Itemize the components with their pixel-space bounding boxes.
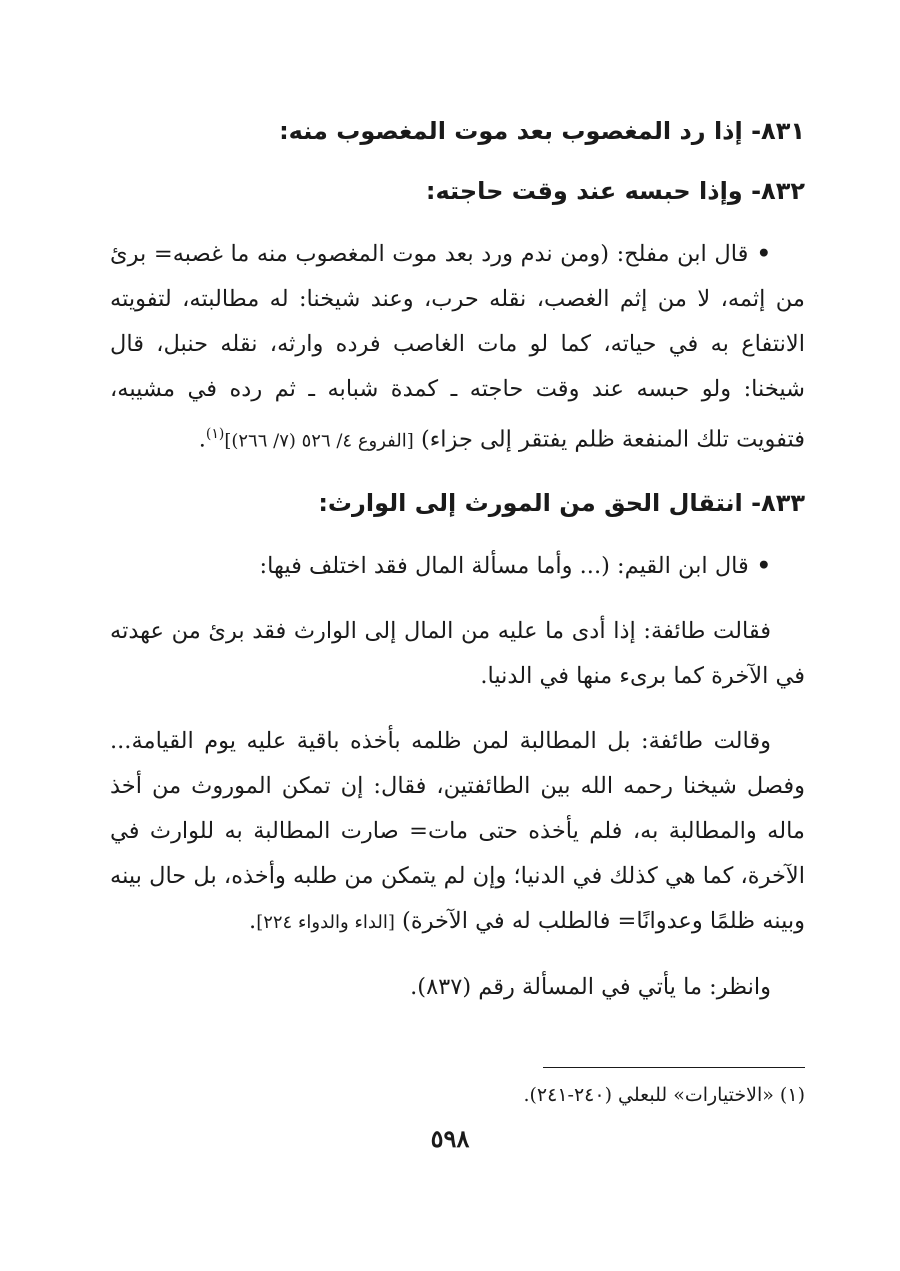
heading-833: ٨٣٣- انتقال الحق من المورث إلى الوارث:: [318, 488, 805, 517]
footnote-divider: [543, 1067, 805, 1068]
paragraph-second-group: [110, 719, 805, 945]
paragraph-text: قال ابن مفلح: (ومن ندم ورد بعد موت المغصوب منه ما غصبه= برئ من إثمه، لا من إثم الغصب، نقله حرب، وعند شيخنا: له مطالبته، لتفويته الانتفاع به في حياته، كما لو مات الغاصب فرده وارثه، نقله حنبل، قال شيخنا: ولو حبسه عند وقت حاجته ـ كمدة شبابه ـ ثم رده في مشيبه، فتفويت تلك المنفعة ظلم يفتقر إلى جزاء): [110, 241, 805, 453]
period: .: [249, 907, 257, 934]
heading-831: ٨٣١- إذا رد المغصوب بعد موت المغصوب منه:: [279, 117, 805, 145]
paragraph-first-group: فقالت طائفة: إذا أدى ما عليه من المال إلى الوارث فقد برئ من عهدته في الآخرة كما برىء منها في الدنيا.: [110, 617, 805, 689]
main-text: [110, 112, 805, 1030]
footnote-ref: (١): [205, 426, 225, 442]
citation: [الفروع ٤/ ٥٢٦ (٧/ ٢٦٦)]: [224, 430, 414, 452]
paragraph-ibn-qayyim: • قال ابن القيم: (... وأما مسألة المال فقد اختلف فيها:: [110, 544, 805, 589]
paragraph-see-also: وانظر: ما يأتي في المسألة رقم (٨٣٧).: [410, 973, 771, 1000]
paragraph-ibn-mufleh: [110, 232, 805, 464]
heading-832: ٨٣٢- وإذا حبسه عند وقت حاجته:: [425, 177, 805, 205]
footnote: (١) «الاختيارات» للبعلي (٢٤٠-٢٤١).: [523, 1084, 805, 1106]
page-number: ٥٩٨: [430, 1124, 470, 1153]
period: .: [198, 426, 206, 453]
paragraph-text: وقالت طائفة: بل المطالبة لمن ظلمه بأخذه باقية عليه يوم القيامة... وفصل شيخنا رحمه الله بين الطائفتين، فقال: إن تمكن الموروث من أخذ ماله والمطالبة به، فلم يأخذه حتى مات= صارت المطالبة به للوارث في الآخرة، كما هي كذلك في الدنيا؛ وإن لم يتمكن من طلبه وأخذه، بل حال بينه وبينه ظلمًا وعدوانًا= فالطلب له في الآخرة): [110, 727, 805, 934]
citation: [الداء والدواء ٢٢٤]: [256, 911, 395, 933]
